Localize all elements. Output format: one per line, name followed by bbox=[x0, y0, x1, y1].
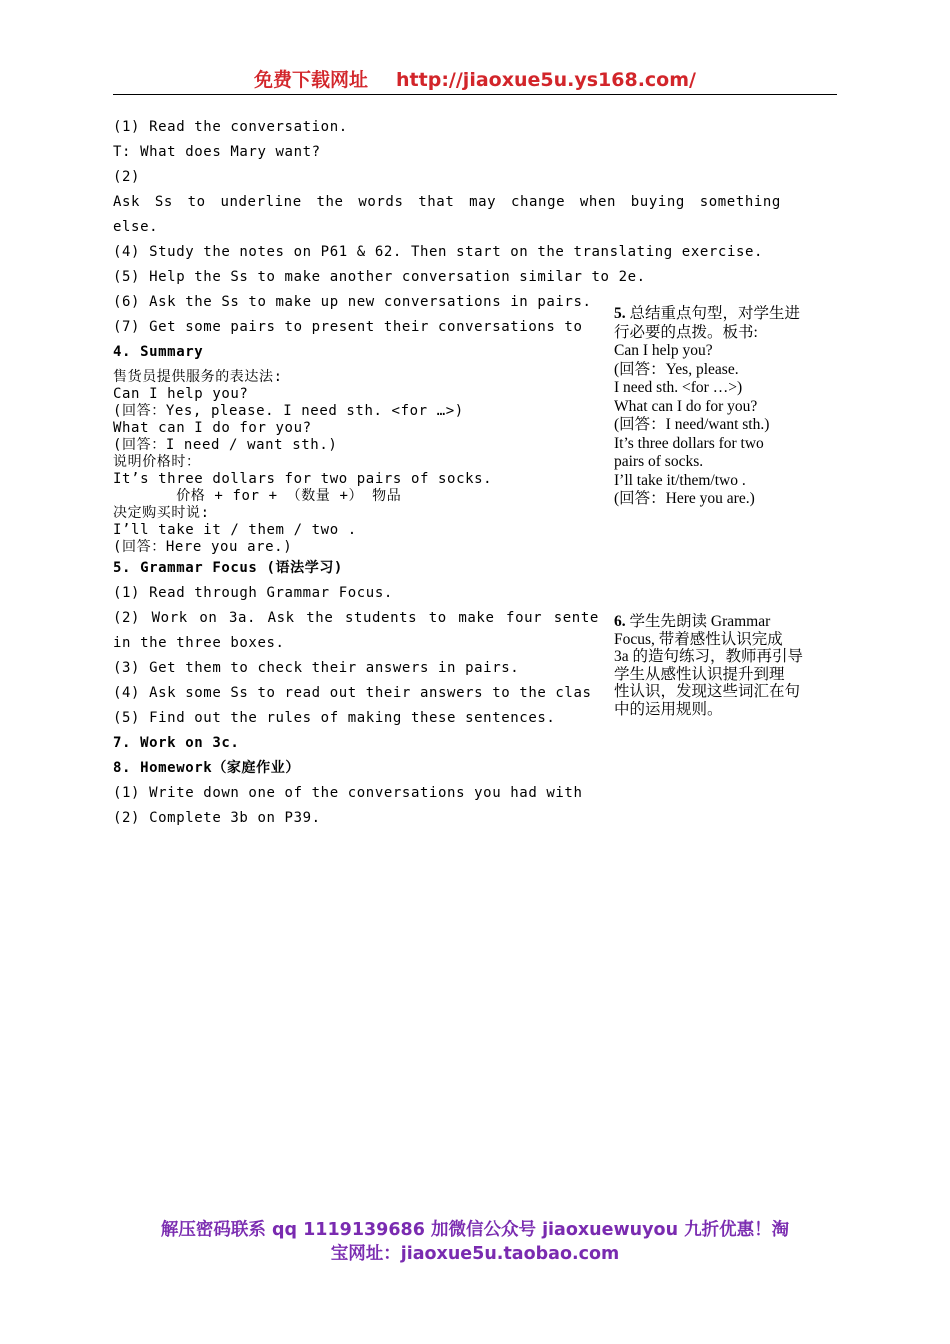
note-line: I’ll take it/them/two . bbox=[614, 471, 746, 489]
summary-heading: 4. Summary bbox=[113, 344, 204, 360]
note-line: 3a 的造句练习，教师再引导 bbox=[614, 648, 804, 665]
summary-line: (回答：I need / want sth.) bbox=[113, 437, 338, 453]
header-url[interactable]: http://jiaoxue5u.ys168.com/ bbox=[396, 69, 696, 91]
step-line: (2) Complete 3b on P39. bbox=[113, 810, 321, 826]
step-line: (3) Get them to check their answers in pairs. bbox=[113, 660, 520, 676]
note-number: 6. bbox=[614, 613, 626, 630]
summary-line: (回答：Here you are.) bbox=[113, 539, 293, 555]
step-line: (7) Get some pairs to present their conversations to bbox=[113, 319, 583, 335]
step-line: (1) Read through Grammar Focus. bbox=[113, 585, 393, 601]
work-heading: 7. Work on 3c. bbox=[113, 735, 240, 751]
step-line: (5) Help the Ss to make another conversation similar to 2e. bbox=[113, 269, 646, 285]
step-line-justified: Ask Ss to underline the words that may change when buying something bbox=[113, 194, 781, 210]
note-line: Can I help you? bbox=[614, 342, 713, 359]
grammar-heading: 5. Grammar Focus (语法学习) bbox=[113, 560, 343, 576]
step-line: (6) Ask the Ss to make up new conversations in pairs. bbox=[113, 294, 592, 310]
step-line: else. bbox=[113, 219, 159, 235]
step-line: (1) Read the conversation. bbox=[113, 119, 348, 135]
note-line: 行必要的点拨。板书: bbox=[614, 323, 758, 341]
homework-heading: 8. Homework（家庭作业） bbox=[113, 760, 300, 776]
note-line: 5. 总结重点句型，对学生进 bbox=[614, 305, 801, 322]
page-footer bbox=[100, 1218, 850, 1266]
note-line: 中的运用规则。 bbox=[614, 700, 723, 718]
note-line: What can I do for you? bbox=[614, 397, 758, 415]
step-line: (4) Study the notes on P61 & 62. Then start on the translating exercise. bbox=[113, 244, 764, 260]
footer-line: 宝网址：jiaoxue5u.taobao.com bbox=[330, 1244, 620, 1264]
note-line: (回答：Yes, please. bbox=[614, 360, 739, 378]
summary-line: Can I help you? bbox=[113, 386, 249, 402]
teaching-note-6 bbox=[614, 613, 824, 718]
header-title: 免费下载网址 bbox=[254, 69, 369, 91]
step-line: in the three boxes. bbox=[113, 635, 285, 651]
summary-line: (回答：Yes, please. I need sth. <for …>) bbox=[113, 403, 464, 419]
step-line: (5) Find out the rules of making these sentences. bbox=[113, 710, 556, 726]
summary-line: 售货员提供服务的表达法: bbox=[113, 369, 283, 385]
step-line: T: What does Mary want? bbox=[113, 144, 321, 160]
note-line: I need sth. <for …>) bbox=[614, 379, 743, 396]
note-line: 学生从感性认识提升到理 bbox=[614, 665, 785, 683]
page-header bbox=[113, 66, 837, 95]
note-line: Focus, 带着感性认识完成 bbox=[614, 630, 783, 648]
summary-line: It’s three dollars for two pairs of socks. bbox=[113, 471, 493, 487]
step-line: (2) bbox=[113, 169, 141, 185]
step-line: (1) Write down one of the conversations you had with bbox=[113, 785, 583, 801]
step-line-justified: (2) Work on 3a. Ask the students to make four sente bbox=[113, 610, 599, 626]
note-line: It’s three dollars for two bbox=[614, 434, 764, 452]
note-line: (回答：I need/want sth.) bbox=[614, 416, 770, 433]
summary-line: What can I do for you? bbox=[113, 420, 312, 436]
summary-line: I’ll take it / them / two . bbox=[113, 522, 357, 538]
note-line: (回答：Here you are.) bbox=[614, 490, 755, 507]
summary-line: 决定购买时说: bbox=[113, 505, 210, 521]
summary-line: 价格 + for + （数量 +） 物品 bbox=[113, 488, 402, 504]
footer-line: 解压密码联系 qq 1119139686 加微信公众号 jiaoxuewuyou 九折优惠！淘 bbox=[160, 1220, 790, 1240]
step-line: (4) Ask some Ss to read out their answers to the clas bbox=[113, 685, 592, 701]
summary-block bbox=[113, 369, 603, 556]
note-number: 5. bbox=[614, 305, 626, 322]
note-line: pairs of socks. bbox=[614, 453, 704, 470]
summary-line: 说明价格时： bbox=[113, 454, 201, 470]
note-line: 性认识，发现这些词汇在句 bbox=[614, 683, 801, 700]
teaching-note-5 bbox=[614, 305, 824, 509]
note-line: 6. 学生先朗读 Grammar bbox=[614, 613, 771, 630]
